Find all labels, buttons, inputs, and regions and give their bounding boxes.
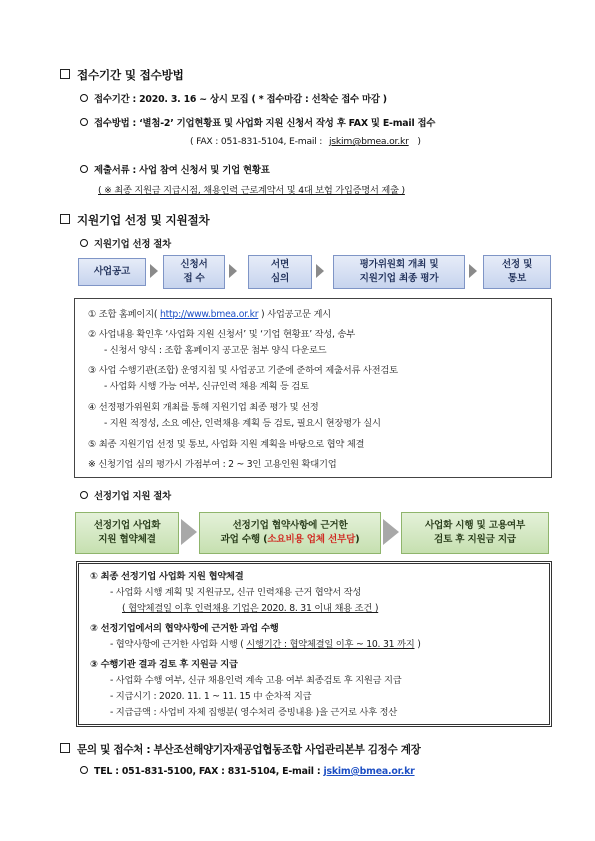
detail-3b: - 지급시기 : 2020. 11. 1 ~ 11. 15 中 순차적 지급: [110, 691, 312, 702]
selection-process-heading: 지원기업 선정 절차: [80, 236, 171, 250]
circle-bullet-icon: [80, 239, 88, 247]
detail-3a: - 사업화 수행 여부, 신규 채용인력 계속 고용 여부 최종검토 후 지원금 지급: [110, 675, 402, 686]
circle-bullet-icon: [80, 118, 88, 126]
contact-email-link-footer[interactable]: jskim@bmea.or.kr: [323, 766, 415, 777]
flow-step-selection-notice: 선정 및 통보: [483, 255, 551, 289]
step-2-detail: - 신청서 양식 : 조합 홈페이지 공고문 첨부 양식 다운로드: [104, 345, 327, 356]
required-documents: 제출서류 : 사업 참여 신청서 및 기업 현황표: [80, 162, 270, 176]
arrow-right-icon: [469, 264, 477, 278]
contact-email-link[interactable]: jskim@bmea.or.kr: [328, 136, 409, 147]
detail-3c: - 지급금액 : 사업비 자체 집행분( 영수처리 증빙내용 )을 근거로 사후 정산: [110, 707, 397, 718]
section-title-application: 접수기간 및 접수방법: [60, 67, 184, 83]
flow2-task-execution: 선정기업 협약사항에 근거한 과업 수행 (소요비용 업체 선부담): [199, 512, 381, 554]
circle-bullet-icon: [80, 491, 88, 499]
step-4: ④ 선정평가위원회 개최를 통해 지원기업 최종 평가 및 선정: [88, 402, 319, 413]
arrow-right-icon: [181, 519, 197, 545]
step-bonus-note: ※ 신청기업 심의 평가시 가점부여 : 2 ~ 3인 고용인원 확대기업: [88, 459, 337, 470]
flow-step-committee-evaluation: 평가위원회 개최 및 지원기업 최종 평가: [333, 255, 465, 289]
detail-heading-3: ③ 수행기관 결과 검토 후 지원금 지급: [90, 659, 238, 670]
step-2: ② 사업내용 확인후 ‘사업화 지원 신청서’ 및 ‘기업 현황표’ 작성, 송부: [88, 329, 355, 340]
detail-heading-2: ② 선정기업에서의 협약사항에 근거한 과업 수행: [90, 623, 279, 634]
flow2-agreement: 선정기업 사업화 지원 협약체결: [75, 512, 179, 554]
circle-bullet-icon: [80, 766, 88, 774]
flow-step-announcement: 사업공고: [78, 258, 146, 286]
arrow-right-icon: [383, 519, 399, 545]
homepage-link[interactable]: http://www.bmea.or.kr: [159, 309, 259, 320]
step-3-detail: - 사업화 시행 가능 여부, 신규인력 채용 계획 등 검토: [104, 381, 309, 392]
section-title-selection: 지원기업 선정 및 지원절차: [60, 212, 210, 228]
detail-1a: - 사업화 시행 계획 및 지원규모, 신규 인력채용 근거 협약서 작성: [110, 587, 362, 598]
square-bullet-icon: [60, 743, 70, 753]
square-bullet-icon: [60, 69, 70, 79]
detail-2a: - 협약사항에 근거한 사업화 시행 ( 시행기간 : 협약체결일 이후 ~ 10. 31 까지 ): [110, 639, 421, 650]
cost-prepaid-note: 소요비용 업체 선부담: [267, 534, 356, 545]
flow2-subsidy-payment: 사업화 시행 및 고용여부 검토 후 지원금 지급: [401, 512, 549, 554]
step-5: ⑤ 최종 지원기업 선정 및 통보, 사업화 지원 계획을 바탕으로 협약 체결: [88, 439, 365, 450]
application-period: 접수기간 : 2020. 3. 16 ~ 상시 모집 ( * 접수마감 : 선착순 접수 마감 ): [80, 91, 387, 105]
step-3: ③ 사업 수행기관(조합) 운영지침 및 사업공고 기준에 준하여 제출서류 사전검토: [88, 365, 398, 376]
arrow-right-icon: [316, 264, 324, 278]
arrow-right-icon: [229, 264, 237, 278]
flow-step-document-review: 서면 심의: [248, 255, 312, 289]
support-process-heading: 선정기업 지원 절차: [80, 488, 171, 502]
detail-heading-1: ① 최종 선정기업 사업화 지원 협약체결: [90, 571, 244, 582]
flow-step-application-receipt: 신청서 접 수: [163, 255, 225, 289]
fax-email-line: ( FAX : 051-831-5104, E-mail : jskim@bmea.or.kr ): [190, 136, 421, 147]
section-title-contact: 문의 및 접수처 : 부산조선해양기자재공업협동조합 사업관리본부 김정수 계장: [60, 742, 421, 757]
step-1: ① 조합 홈페이지( http://www.bmea.or.kr ) 사업공고문 게시: [88, 309, 331, 320]
detail-1b: ( 협약체결일 이후 인력채용 기업은 2020. 8. 31 이내 채용 조건 ): [122, 603, 379, 614]
arrow-right-icon: [150, 264, 158, 278]
square-bullet-icon: [60, 214, 70, 224]
circle-bullet-icon: [80, 94, 88, 102]
step-4-detail: - 지원 적정성, 소요 예산, 인력채용 계획 등 검토, 필요시 현장평가 실시: [104, 418, 381, 429]
documents-note: ( ※ 최종 지원금 지급시점, 채용인력 근로계약서 및 4대 보험 가입증명서 제출 ): [98, 185, 405, 196]
application-method: 접수방법 : ‘별첨-2’ 기업현황표 및 사업화 지원 신청서 작성 후 FAX 및 E-mail 접수: [80, 115, 435, 129]
circle-bullet-icon: [80, 165, 88, 173]
contact-line: TEL : 051-831-5100, FAX : 831-5104, E-mail : jskim@bmea.or.kr: [80, 766, 415, 777]
